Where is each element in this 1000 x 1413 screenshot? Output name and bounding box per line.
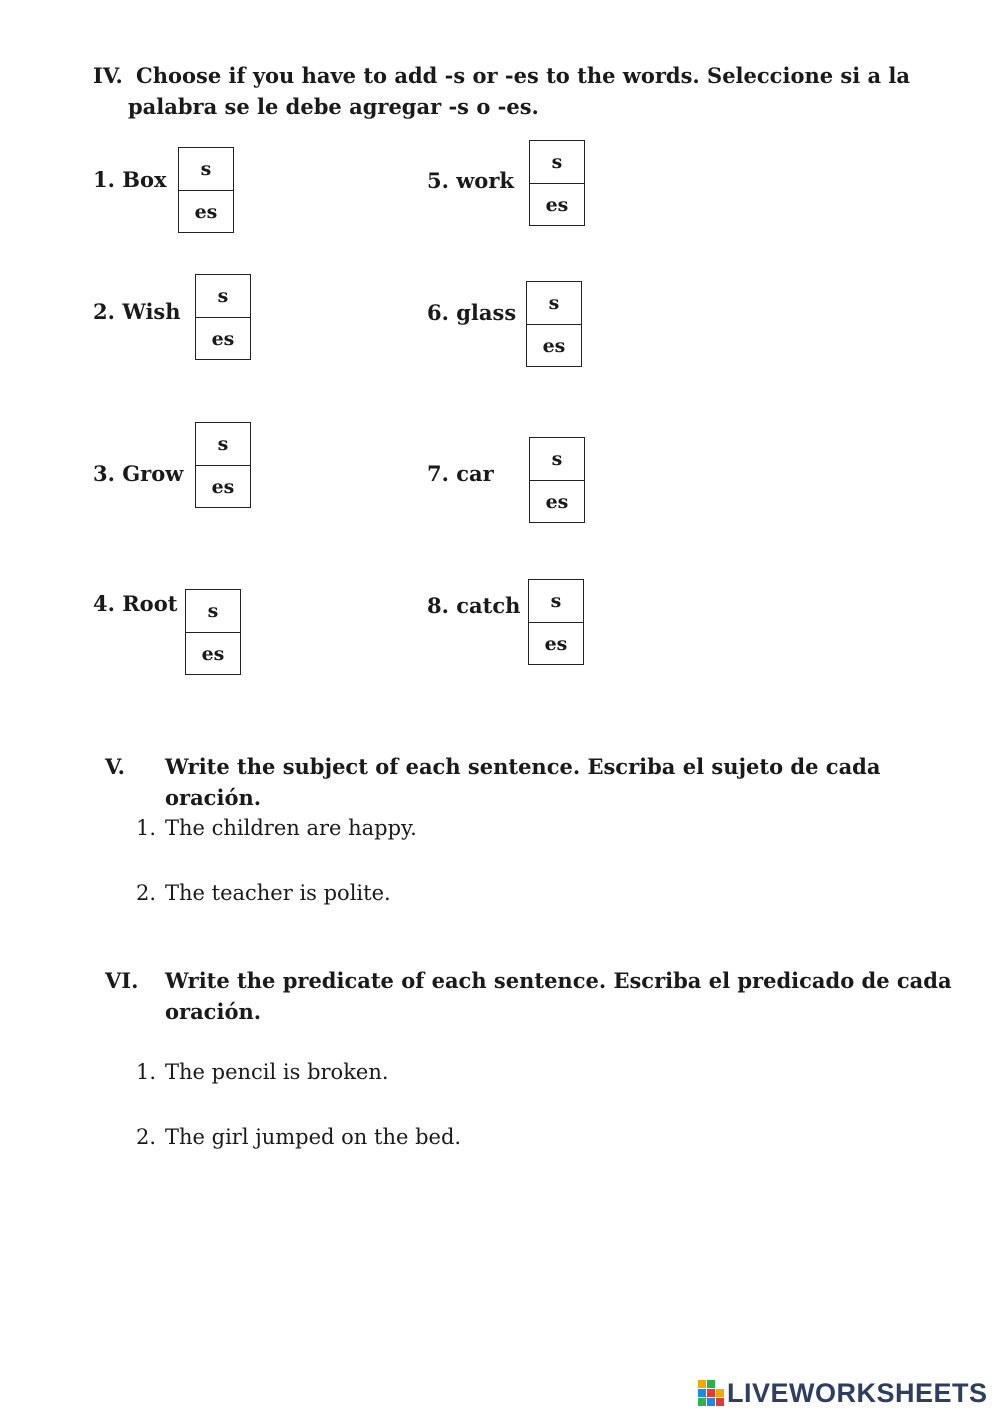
sentence-text: The children are happy. (165, 816, 417, 840)
option-es[interactable]: es (179, 190, 233, 232)
option-es[interactable]: es (196, 317, 250, 359)
section-vi-number: VI. (105, 968, 139, 993)
item-label-glass: 6. glass (427, 300, 517, 325)
logo-square-2 (707, 1380, 715, 1388)
section-vi-instruction-line2: oración. (165, 999, 262, 1024)
sentence-number: 1. (136, 816, 157, 840)
liveworksheets-logo-text: LIVEWORKSHEETS (727, 1377, 988, 1408)
section-iv-instruction-line2: palabra se le debe agregar -s o -es. (128, 94, 539, 119)
sentence-number: 2. (136, 881, 157, 905)
option-es[interactable]: es (196, 465, 250, 507)
choice-box-grow (195, 422, 251, 508)
choice-box-glass (526, 281, 582, 367)
item-label-catch: 8. catch (427, 593, 521, 618)
option-s[interactable]: s (217, 285, 229, 307)
sentence-text: The teacher is polite. (165, 881, 391, 905)
logo-square-1 (698, 1380, 706, 1388)
sentence-number: 1. (136, 1060, 157, 1084)
choice-box-catch (528, 579, 584, 665)
option-s[interactable]: s (200, 158, 212, 180)
item-label-wish: 2. Wish (93, 299, 181, 324)
sentence-number: 2. (136, 1125, 157, 1149)
logo-square-6 (698, 1398, 706, 1406)
choice-box-car (529, 437, 585, 523)
sentence-text: The pencil is broken. (165, 1060, 389, 1084)
item-label-grow: 3. Grow (93, 461, 184, 486)
section-v-instruction-line1: Write the subject of each sentence. Escriba el sujeto de cada (165, 754, 881, 779)
option-s[interactable]: s (550, 590, 562, 612)
item-label-root: 4. Root (93, 591, 178, 616)
option-es[interactable]: es (529, 622, 583, 664)
logo-square-5 (716, 1389, 724, 1397)
option-s[interactable]: s (551, 151, 563, 173)
choice-box-root (185, 589, 241, 675)
liveworksheets-logo-icon (698, 1380, 724, 1406)
choice-box-work (529, 140, 585, 226)
section-iv-instruction-line1: Choose if you have to add -s or -es to the words. Seleccione si a la (136, 63, 911, 88)
section-v-number: V. (105, 754, 125, 779)
liveworksheets-logo (698, 1376, 988, 1410)
logo-square-3 (698, 1389, 706, 1397)
item-label-car: 7. car (427, 461, 494, 486)
sentence-text: The girl jumped on the bed. (165, 1125, 462, 1149)
choice-box-wish (195, 274, 251, 360)
logo-square-7 (707, 1398, 715, 1406)
logo-square-8 (716, 1398, 724, 1406)
choice-box-box (178, 147, 234, 233)
section-vi-instruction-line1: Write the predicate of each sentence. Escriba el predicado de cada (165, 968, 952, 993)
section-v-instruction-line2: oración. (165, 785, 262, 810)
option-s[interactable]: s (548, 292, 560, 314)
section-iv-number: IV. (93, 63, 123, 88)
option-es[interactable]: es (186, 632, 240, 674)
option-es[interactable]: es (530, 480, 584, 522)
option-s[interactable]: s (551, 448, 563, 470)
item-label-box: 1. Box (93, 167, 167, 192)
option-s[interactable]: s (207, 600, 219, 622)
item-label-work: 5. work (427, 168, 514, 193)
option-es[interactable]: es (527, 324, 581, 366)
option-s[interactable]: s (217, 433, 229, 455)
option-es[interactable]: es (530, 183, 584, 225)
logo-square-4 (707, 1389, 715, 1397)
